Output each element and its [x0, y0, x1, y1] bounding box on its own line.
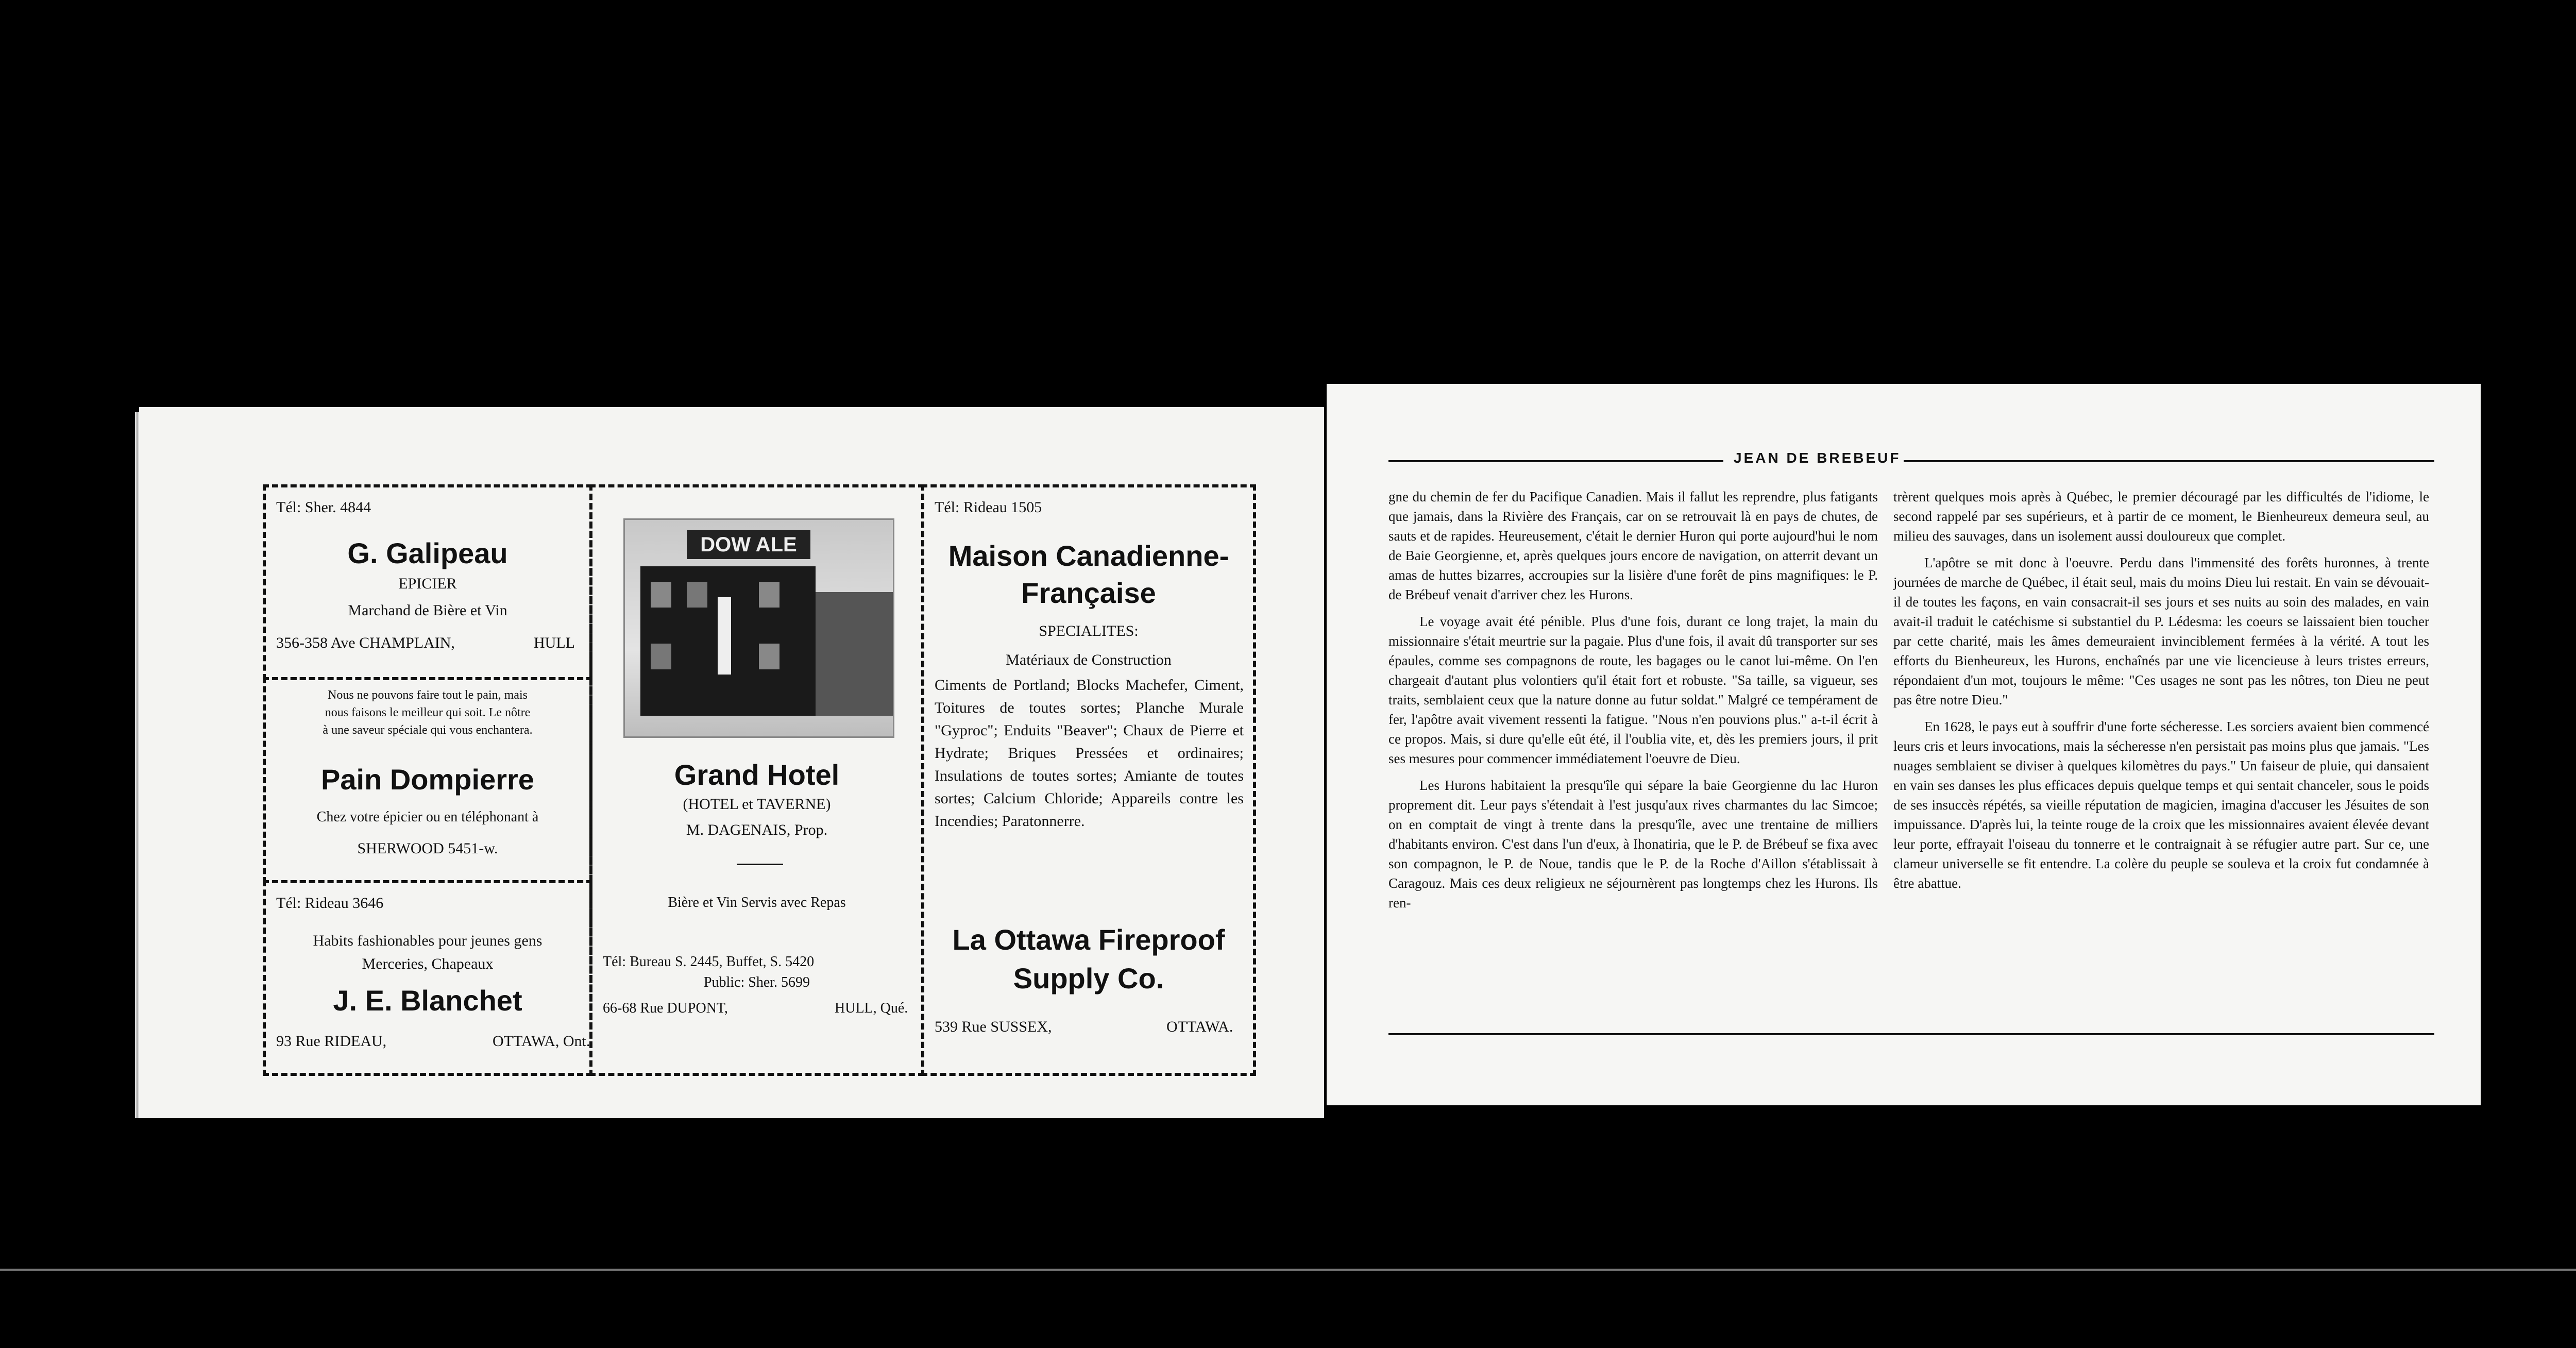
hotel-photo	[623, 518, 894, 738]
maison-name-1: Maison Canadienne-	[948, 540, 1229, 572]
footer-rule	[1388, 1033, 2434, 1035]
hotel-prop: M. DAGENAIS, Prop.	[686, 821, 828, 838]
hotel-name: Grand Hotel	[674, 759, 840, 791]
blanchet-name: J. E. Blanchet	[333, 984, 522, 1017]
dompierre-blurb-1: Nous ne pouvons faire tout le pain, mais	[328, 688, 528, 702]
article-header: JEAN DE BREBEUF	[1734, 450, 1901, 466]
maison-sub: Matériaux de Construction	[1006, 651, 1172, 668]
maison-heading: SPECIALITES:	[1039, 622, 1139, 639]
hotel-building	[640, 566, 816, 716]
col2-para-2: L'apôtre se mit donc à l'oeuvre. Perdu dans l'immensité des forêts huronnes, à trente journées de marche de Québec, il était seul, mais du moins Dieu lui restait. En vain se dévouait-il de toutes les façons, en vain consacrait-il ses jours et ses nuits au soin des malades, en vain avait-il traduit le catéchisme si substantiel du P. Lédesma: les coeurs se laissaient bien toucher par cette charité, mais les âmes demeuraient invinciblement fermées à la vérité. A tout les efforts du Bienheureux, les Hurons, enchaînés par une vie licencieuse à leurs tristes erreurs, répondaient d'un mot, toujours le même: "Ces usages ne sont pas les nôtres, ton Dieu ne peut pas être notre Dieu."	[1893, 555, 2429, 707]
galipeau-address: 356-358 Ave CHAMPLAIN,	[276, 634, 455, 651]
galipeau-city: HULL	[534, 634, 575, 651]
fireproof-name-2: Supply Co.	[1013, 962, 1164, 995]
ad-box-dompierre	[263, 677, 592, 883]
col1-para-2: Le voyage avait été pénible. Plus d'une fois, durant ce long trajet, la main du missionnaire s'était meurtrie sur la pagaie. Plus d'une fois, il avait dû transporter sur ses épaules, comme ses compagnons de route, les bagages ou le canot lui-même. On l'en chargeait d'autant plus volontiers qu'il était fort et robuste. "Sa taille, sa vigueur, ses traits, semblaient ceux que la nature donne au futur soldat." Malgré ce tempérament de fer, l'apôtre avait vivement ressenti la fatigue. "Nous n'en pouvions plus." a-t-il écrit à ce propos. Mais, si dure qu'elle eût été, il l'oublia vite, et, dès les premiers jours, il prit ses mesures pour commencer immédiatement l'oeuvre de Dieu.	[1388, 614, 1878, 766]
hotel-tel: Tél: Bureau S. 2445, Buffet, S. 5420	[603, 954, 815, 970]
col1-para-1: gne du chemin de fer du Pacifique Canadien. Mais il fallut les reprendre, plus fatigants que jamais, dans la Rivière des Français, car on se retrouvait là en pays de chutes, de sauts et de rapides. Heureusement, c'était le dernier Huron qui porte aujourd'hui le nom de Baie Georgienne, et, après quelques jours encore de navigation, on atterrit devant un amas de huttes bizarres, accroupies sur la lisière d'une forêt de pins magnifiques: le P. de Brébeuf venait d'arriver chez les Hurons.	[1388, 489, 1878, 602]
col2-para-3: En 1628, le pays eut à souffrir d'une forte sécheresse. Les sorciers avaient bien commencé leurs cris et leurs invocations, mais la sécheresse n'en persistait pas moins plus que jamais. "Les nuages semblaient se diviser à quelques kilomètres du pays." Un faiseur de pluie, qui dansaient en vain ses danses les plus efficaces depuis quelque temps et qui sentait chanceler, sous le poids de ses insuccès répétés, sa vieille réputation de magicien, imagina d'accuser les Jésuites de son impuissance. D'après lui, la teinte rouge de la croix que les missionnaires avaient élevée devant leur porte, effrayait l'oiseau du tonnerre et le contraignait à se réfugier autre part. Sur ce, une clameur universelle se fit entendre. La colère du peuple se souleva et la croix fut condamnée à être abattue.	[1893, 719, 2429, 891]
hotel-sub: (HOTEL et TAVERNE)	[683, 796, 831, 813]
blanchet-address: 93 Rue RIDEAU,	[276, 1033, 387, 1050]
galipeau-desc: Marchand de Bière et Vin	[348, 602, 507, 619]
galipeau-name: G. Galipeau	[347, 537, 508, 569]
dompierre-blurb-2: nous faisons le meilleur qui soit. Le nôtre	[325, 706, 531, 719]
dompierre-line-1: Chez votre épicier ou en téléphonant à	[316, 809, 539, 825]
blanchet-line-2: Merceries, Chapeaux	[362, 955, 494, 972]
scanner-line	[0, 1269, 2576, 1271]
maison-tel: Tél: Rideau 1505	[935, 499, 1042, 516]
col1-para-3: Les Hurons habitaient la presqu'île qui sépare la baie Georgienne du lac Huron proprement dit. Leur pays s'étendait à l'est jusqu'aux rives charmantes du lac Simcoe; on en comptait de vingt à trente dans la presqu'île, avec une trentaine de milliers d'habitants environ. C'est dans l'un d'eux, à Ihonatiria, que le P. de Brébeuf se fixa avec son compagnon, le P. de Noue, tandis que le P. de la Roche d'Aillon s'établissait à Caragouz. Mais ces deux religieux ne séjournèrent pas longtemps chez les Hurons. Ils ren-	[1388, 778, 1878, 911]
hotel-city: HULL, Qué.	[835, 1000, 908, 1016]
maison-body: Ciments de Portland; Blocks Machefer, Ciment, Toitures de toutes sortes; Planche Murale "Gyproc"; Enduits "Beaver"; Chaux de Pierre et Hydrate; Briques Pressées et ordinaires; Insulations de toutes sortes; Amiante de toutes sortes; Calcium Chloride; Appareils contre les Incendies; Paratonnerre.	[935, 677, 1244, 830]
left-page	[139, 407, 1324, 1118]
hotel-address: 66-68 Rue DUPONT,	[603, 1000, 728, 1016]
ad-box-galipeau	[263, 484, 592, 680]
fireproof-address: 539 Rue SUSSEX,	[935, 1018, 1052, 1035]
hotel-line-1: Bière et Vin Servis avec Repas	[668, 895, 846, 911]
hotel-public: Public: Sher. 5699	[703, 974, 810, 990]
galipeau-trade: EPICIER	[398, 575, 457, 592]
blanchet-city: OTTAWA, Ont.	[493, 1033, 590, 1050]
fireproof-name-1: La Ottawa Fireproof	[952, 923, 1225, 956]
header-rule-right	[1904, 460, 2434, 462]
header-rule-left	[1388, 460, 1723, 462]
ad-box-blanchet	[263, 880, 592, 1076]
article-column-1	[1388, 487, 1878, 920]
blanchet-line-1: Habits fashionables pour jeunes gens	[313, 932, 543, 949]
hotel-sign: DOW ALE	[687, 530, 810, 559]
ad-box-maison	[921, 484, 1256, 1076]
dompierre-blurb-3: à une saveur spéciale qui vous enchantera.	[323, 723, 533, 737]
hotel-divider	[737, 864, 783, 865]
col2-para-1: trèrent quelques mois après à Québec, le premier découragé par les difficultés de l'idiome, le second rappelé par ses supérieurs, et à partir de ce moment, le Bienheureux demeura seul, au milieu des sauvages, dans un isolement aussi douloureux que complet.	[1893, 489, 2429, 544]
galipeau-tel: Tél: Sher. 4844	[276, 499, 371, 516]
dompierre-phone: SHERWOOD 5451-w.	[357, 840, 498, 857]
article-column-2	[1893, 487, 2429, 900]
blanchet-tel: Tél: Rideau 3646	[276, 895, 384, 912]
maison-name-2: Française	[1021, 577, 1156, 609]
right-page	[1327, 384, 2481, 1105]
ad-box-grand-hotel	[589, 484, 924, 1076]
fireproof-city: OTTAWA.	[1166, 1018, 1233, 1035]
dompierre-name: Pain Dompierre	[321, 763, 534, 796]
